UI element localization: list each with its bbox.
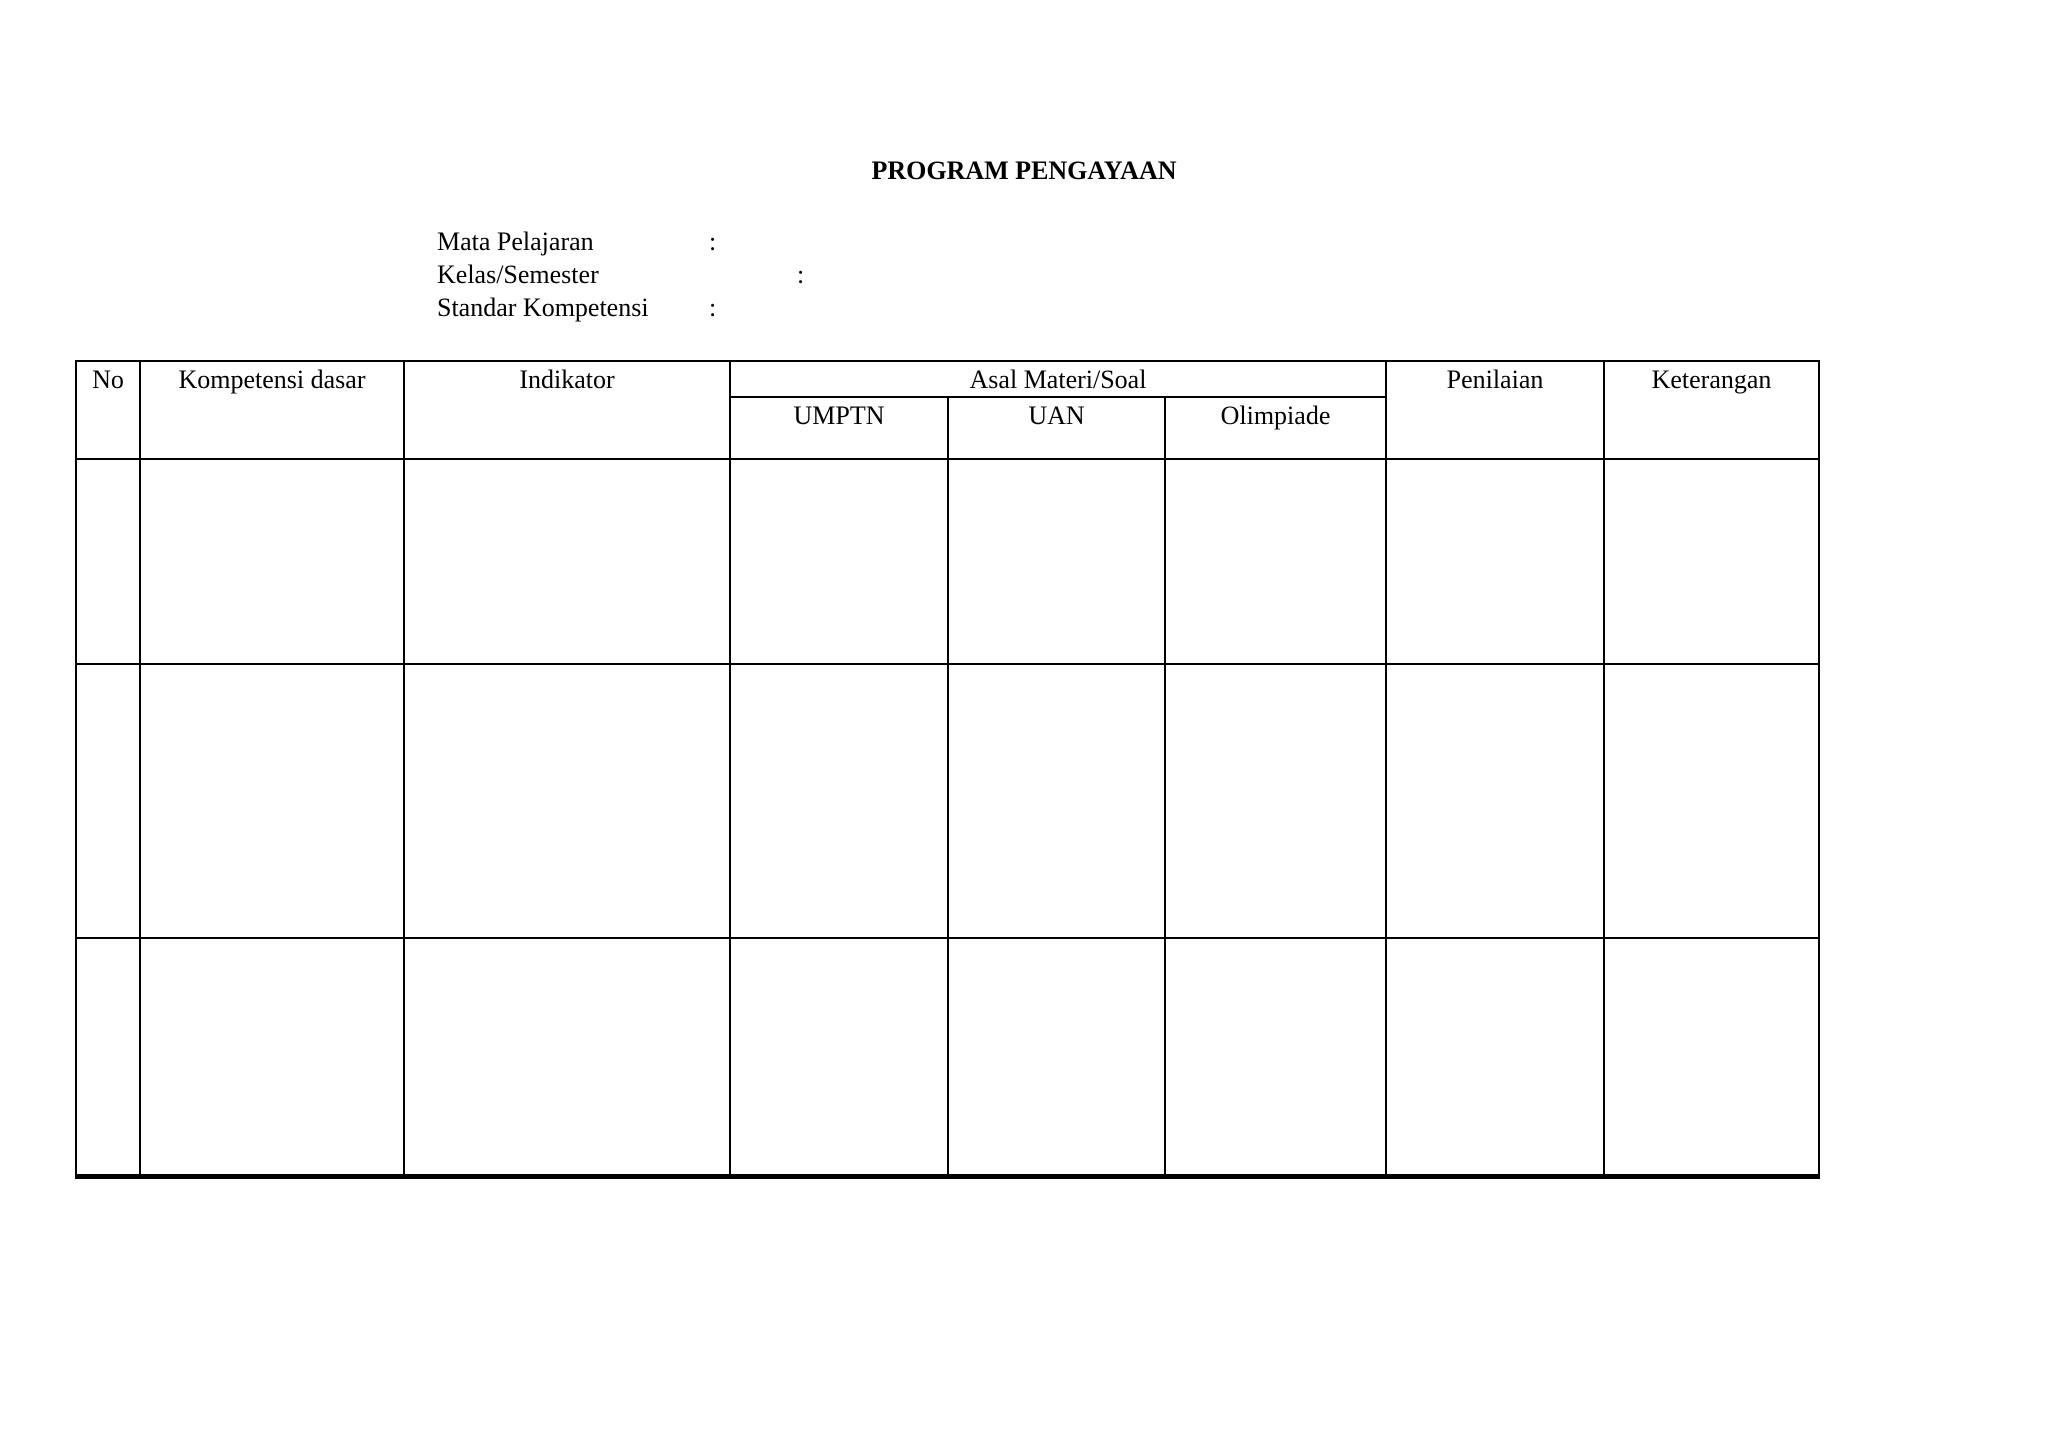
meta-separator-kelas-semester: : <box>797 260 805 289</box>
cell-umptn <box>730 938 948 1176</box>
cell-keterangan <box>1604 938 1819 1176</box>
cell-no <box>76 459 140 664</box>
header-kompetensi-dasar: Kompetensi dasar <box>140 361 404 459</box>
cell-penilaian <box>1386 459 1604 664</box>
cell-olimpiade <box>1165 459 1386 664</box>
meta-label-mata-pelajaran: Mata Pelajaran <box>437 227 594 256</box>
table-header-row <box>76 361 1819 397</box>
cell-no <box>76 664 140 938</box>
cell-indikator <box>404 459 730 664</box>
cell-no <box>76 938 140 1176</box>
cell-indikator <box>404 664 730 938</box>
cell-indikator <box>404 938 730 1176</box>
meta-separator-standar-kompetensi: : <box>709 293 717 322</box>
table-row <box>76 664 1819 938</box>
document-title: PROGRAM PENGAYAAN <box>871 156 1177 185</box>
cell-olimpiade <box>1165 664 1386 938</box>
cell-uan <box>948 938 1165 1176</box>
cell-olimpiade <box>1165 938 1386 1176</box>
cell-kompetensi-dasar <box>140 664 404 938</box>
cell-uan <box>948 664 1165 938</box>
enrichment-table <box>75 360 1820 1179</box>
cell-kompetensi-dasar <box>140 938 404 1176</box>
cell-penilaian <box>1386 664 1604 938</box>
cell-umptn <box>730 664 948 938</box>
header-asal-materi-soal: Asal Materi/Soal <box>730 361 1386 397</box>
meta-label-kelas-semester: Kelas/Semester <box>437 260 599 289</box>
header-olimpiade: Olimpiade <box>1165 397 1386 459</box>
cell-uan <box>948 459 1165 664</box>
cell-penilaian <box>1386 938 1604 1176</box>
header-keterangan: Keterangan <box>1604 361 1819 459</box>
header-uan: UAN <box>948 397 1165 459</box>
cell-kompetensi-dasar <box>140 459 404 664</box>
header-no: No <box>76 361 140 459</box>
cell-keterangan <box>1604 459 1819 664</box>
header-umptn: UMPTN <box>730 397 948 459</box>
meta-separator-mata-pelajaran: : <box>709 227 717 256</box>
table-row <box>76 938 1819 1176</box>
header-penilaian: Penilaian <box>1386 361 1604 459</box>
cell-keterangan <box>1604 664 1819 938</box>
header-indikator: Indikator <box>404 361 730 459</box>
table-row <box>76 459 1819 664</box>
cell-umptn <box>730 459 948 664</box>
meta-label-standar-kompetensi: Standar Kompetensi <box>437 293 649 322</box>
